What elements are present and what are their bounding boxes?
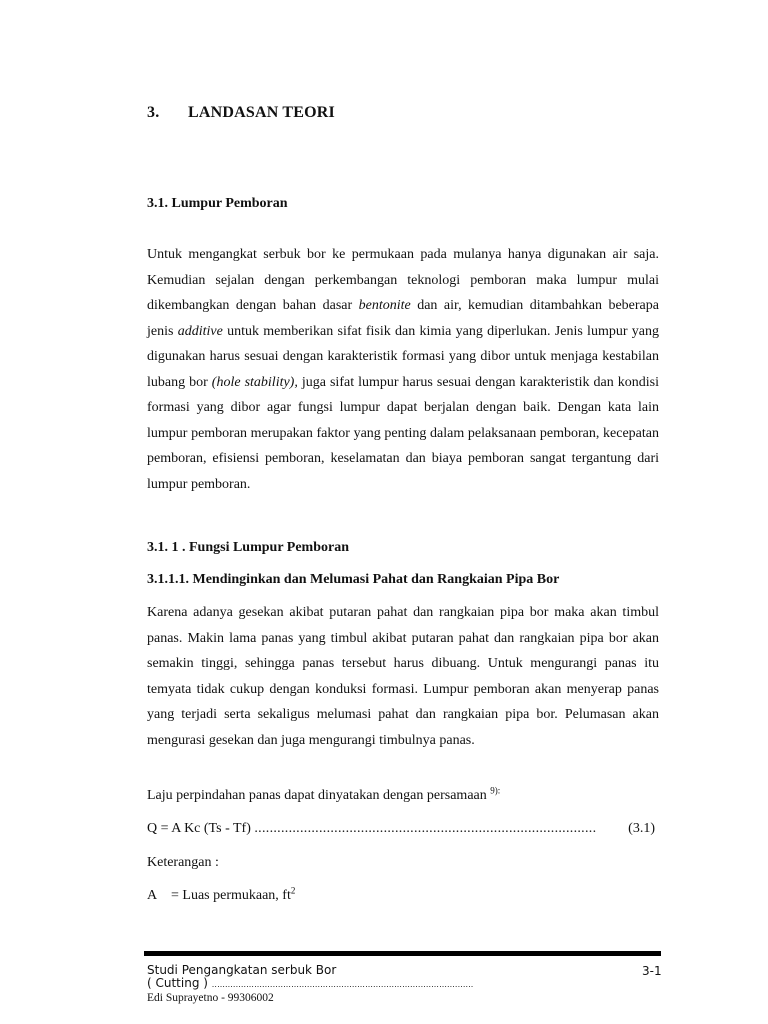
equation-formula: Q = A Kc (Ts - Tf) [147,821,251,836]
subsection-heading: 3.1. 1 . Fungsi Lumpur Pemboran [147,540,349,555]
italic-term: (hole stability), [211,374,298,390]
footer-subtitle-text: ( Cutting ) [147,976,208,990]
definition-symbol: A [147,888,158,903]
unit-superscript: 2 [290,885,296,896]
chapter-heading [147,104,335,122]
footer-subtitle [147,977,473,991]
paragraph-text: untuk memberikan sifat fisik dan kimia yang diperlukan. Jenis lumpur yang digunakan harus sesuai dengan karakteristik formasi yang dibor untuk menjaga kestabilan lubang bor [147,323,659,390]
section-heading: 3.1. Lumpur Pemboran [147,196,288,211]
equation-line [147,821,659,837]
paragraph-intro [147,242,659,497]
heat-rate-line [147,785,659,804]
footer-author: Edi Suprayetno - 99306002 [147,992,274,1004]
equation-number: (3.1) [628,821,655,836]
citation-superscript: 9): [490,785,501,796]
paragraph-cooling [147,600,659,753]
definition-text: = Luas permukaan, ft [171,888,291,903]
paragraph-text: Untuk mengangkat serbuk bor ke permukaan pada mulanya hanya digunakan air saja. Kemudian sejalan dengan perkembangan teknologi pemboran maka lumpur mulai dikembangkan dengan bahan dasar [147,247,659,313]
footer-leader: ................................................................................................... [211,980,474,989]
paragraph-text: juga sifat lumpur harus sesuai dengan karakteristik dan kondisi formasi yang dibor agar fungsi lumpur dapat berjalan dengan baik. Dengan kata lain lumpur pemboran merupakan faktor yang penting dalam pelaksanaan pemboran, kecepatan pemboran, efisiensi pemboran, keselamatan dan biaya pemboran sangat tergantung dari lumpur pemboran. [147,374,660,492]
chapter-title: LANDASAN TEORI [188,104,335,121]
subsubsection-heading: 3.1.1.1. Mendinginkan dan Melumasi Pahat dan Rangkaian Pipa Bor [147,572,560,587]
paragraph-text: Karena adanya gesekan akibat putaran pahat dan rangkaian pipa bor maka akan timbul panas. Makin lama panas yang timbul akibat putaran pahat dan rangkaian pipa bor akan semakin tinggi, sehingga panas tersebut harus dibuang. Untuk mengurangi panas itu temyata tidak cukup dengan konduksi formasi. Lumpur pemboran akan menyerap panas yang terjadi serta sekaligus melumasi pahat dan rangkaian pipa bor. Pelumasan akan mengurasi gesekan dan juga mengurangi timbulnya panas. [147,605,659,748]
chapter-number: 3. [147,104,160,121]
footer-divider [144,951,661,956]
paragraph-text: dan air, kemudian ditambahkan beberapa jenis [147,298,659,339]
definition-line [147,885,659,904]
footer-title: Studi Pengangkatan serbuk Bor [147,963,337,977]
legend-label: Keterangan : [147,855,219,870]
equation-leader: .......................................................................................... [254,821,597,836]
italic-term: additive [177,323,223,339]
italic-term: bentonite [358,298,411,313]
page-number: 3-1 [642,964,662,978]
heat-rate-text: Laju perpindahan panas dapat dinyatakan dengan persamaan [147,788,491,803]
